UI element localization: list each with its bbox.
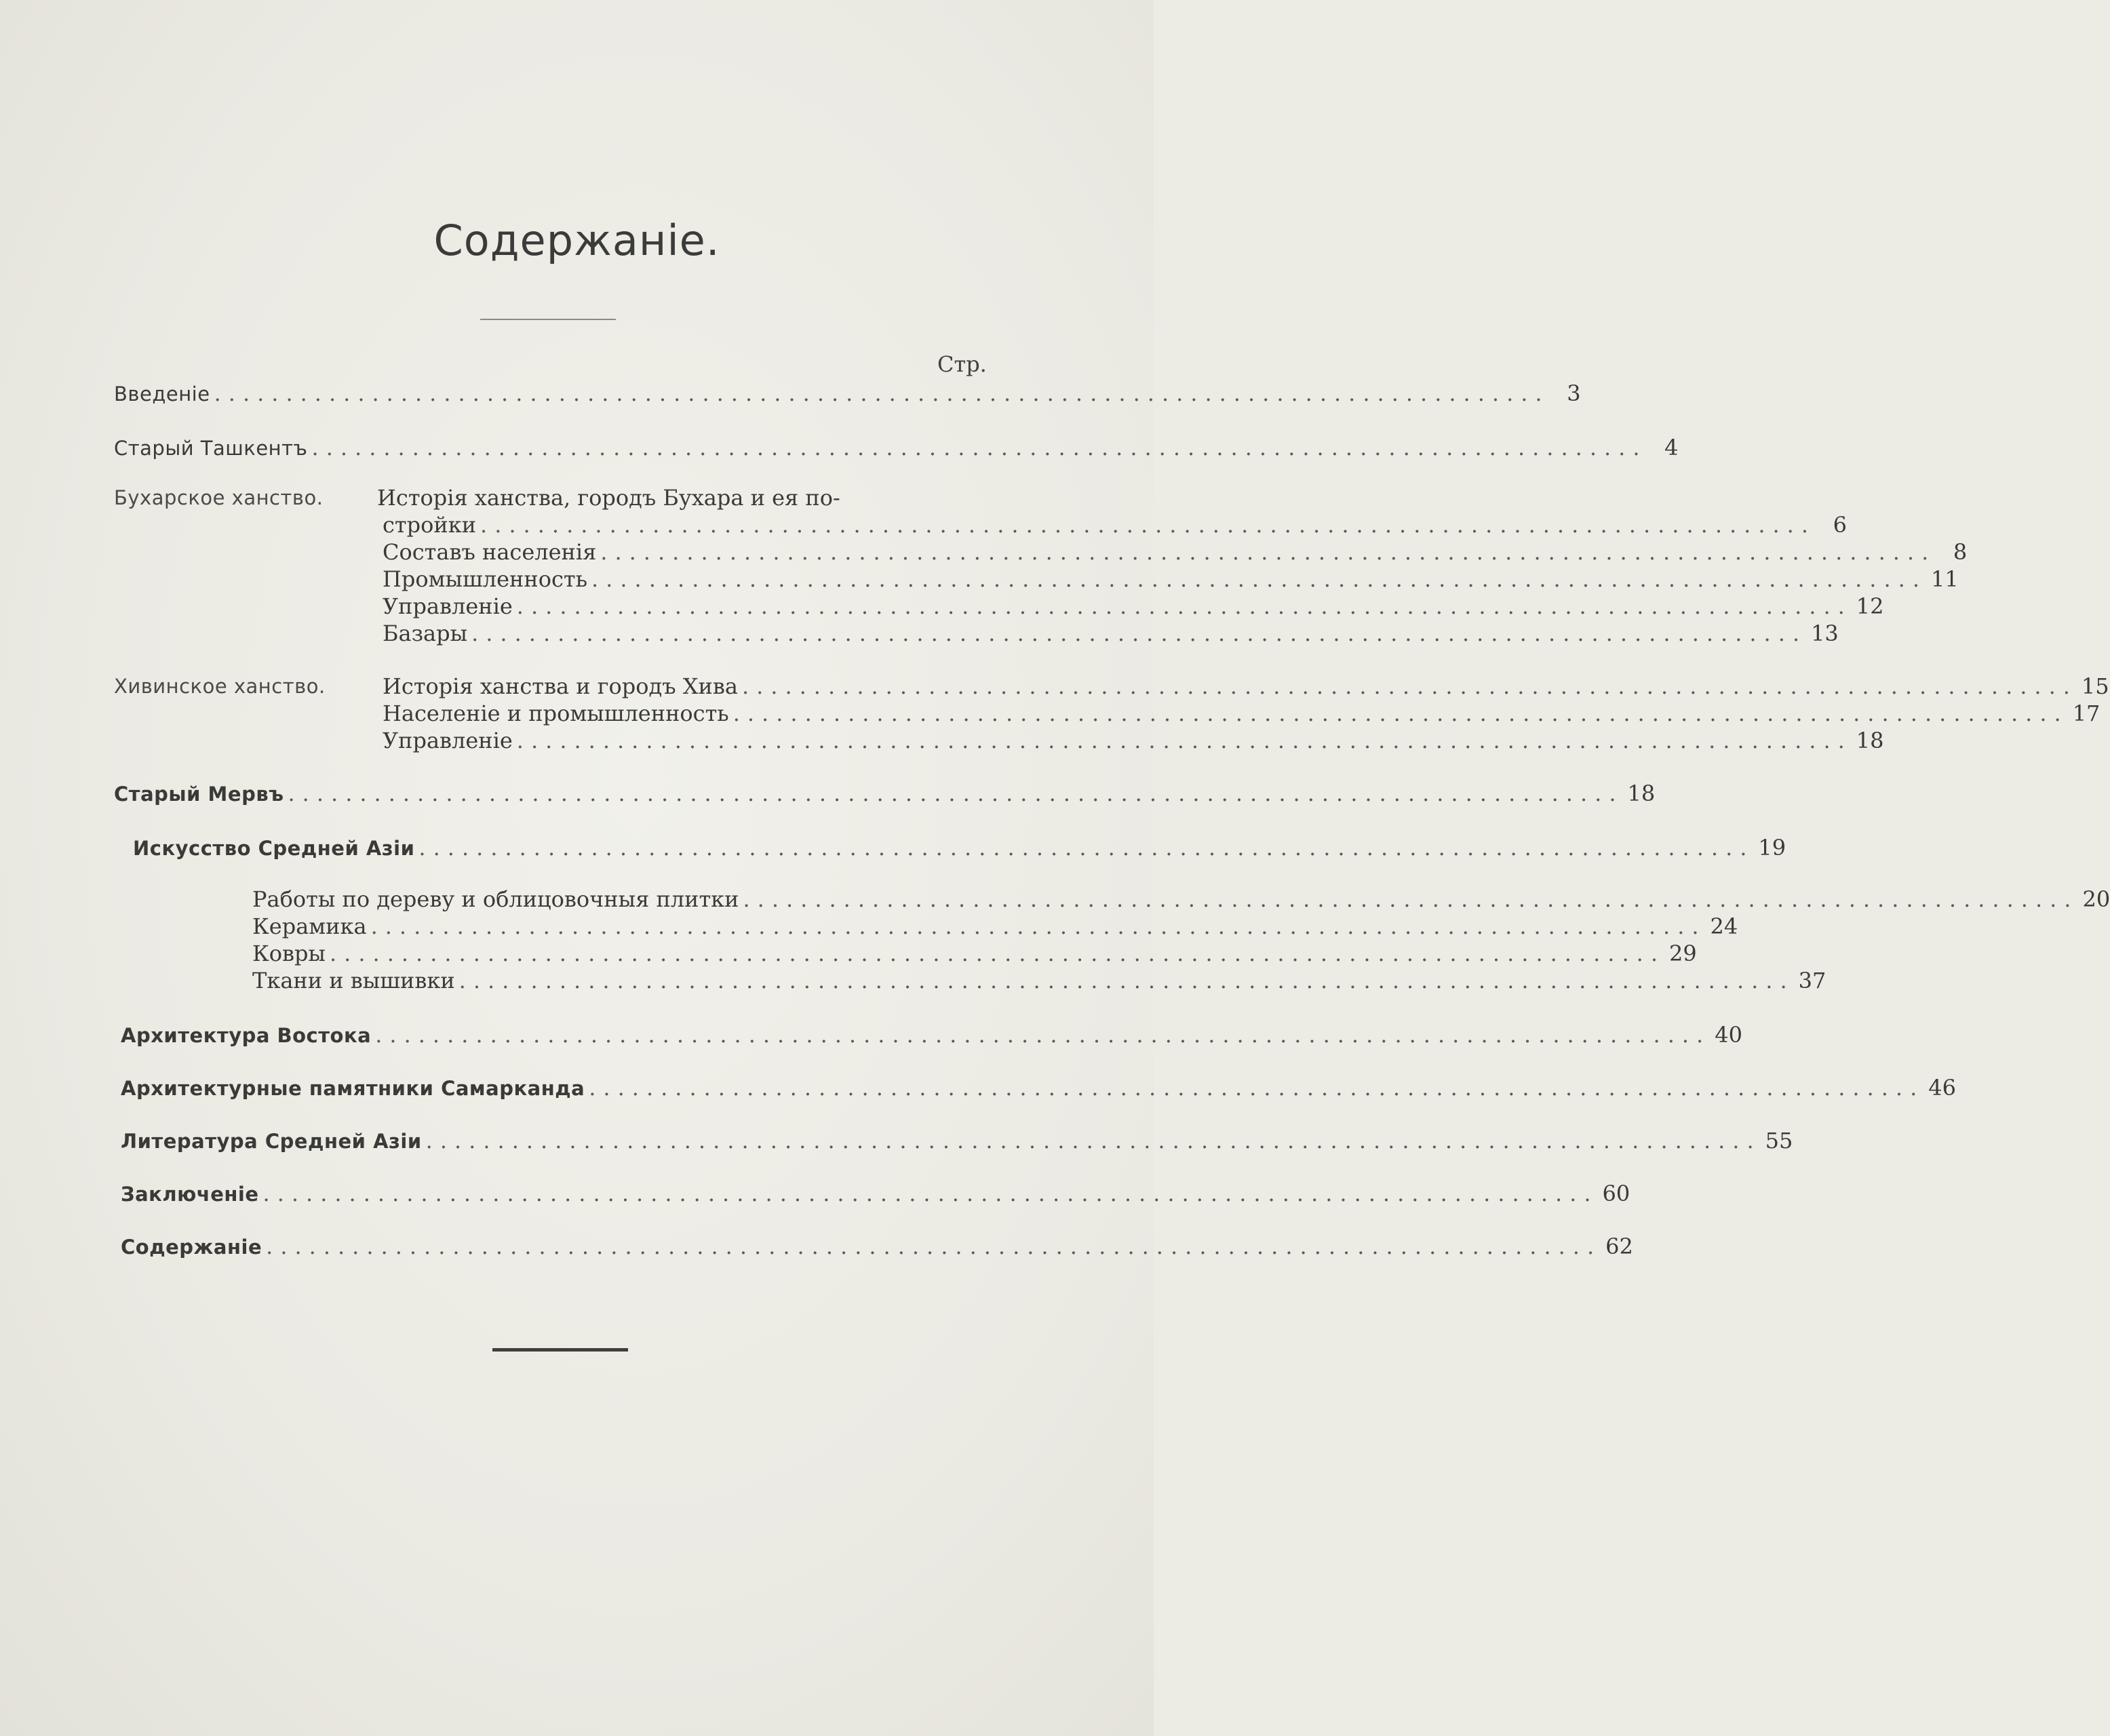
toc-entry-label: Базары bbox=[383, 620, 468, 646]
toc-entry-vvedenie[interactable] bbox=[114, 380, 1581, 408]
leader-dots: ............................................................................................. bbox=[266, 1234, 1602, 1259]
leader-dots: ............................................................................................. bbox=[732, 701, 2069, 726]
toc-page-number: 8 bbox=[1953, 539, 1968, 565]
toc-page-number: 6 bbox=[1833, 512, 1848, 538]
toc-page-number: 12 bbox=[1856, 593, 1884, 619]
toc-entry-keramika[interactable] bbox=[252, 913, 1738, 940]
toc-entry-tkani[interactable] bbox=[252, 967, 1826, 994]
toc-entry-bukhara-bazary[interactable] bbox=[383, 620, 1839, 647]
toc-page-number: 29 bbox=[1668, 941, 1697, 966]
toc-entry-literatura[interactable] bbox=[121, 1127, 1793, 1155]
toc-entry-arkh-samarkand[interactable] bbox=[121, 1074, 1956, 1102]
toc-entry-label: Старый Мервъ bbox=[114, 783, 284, 806]
leader-dots: ............................................................................................. bbox=[458, 968, 1795, 993]
leader-dots: ............................................................................................. bbox=[330, 941, 1665, 966]
toc-entry-label: Содержаніе bbox=[121, 1236, 262, 1259]
toc-entry-zaklyuchenie[interactable] bbox=[121, 1180, 1630, 1208]
toc-entry-bukhara-postroiki[interactable] bbox=[383, 511, 1848, 538]
toc-entry-label: Населеніе и промышленность bbox=[383, 701, 729, 726]
toc-page-number: 24 bbox=[1710, 913, 1738, 939]
toc-page-number: 62 bbox=[1605, 1234, 1633, 1259]
toc-entry-label: Архитектура Востока bbox=[121, 1024, 372, 1047]
toc-entry-label: Работы по дереву и облицовочныя плитки bbox=[252, 886, 739, 912]
toc-entry-label: стройки bbox=[383, 512, 477, 538]
toc-entry-khiva-upravlenie[interactable] bbox=[383, 727, 1884, 754]
toc-entry-label: Старый Ташкентъ bbox=[114, 437, 308, 460]
leader-dots: ............................................................................................. bbox=[591, 566, 1927, 592]
leader-dots: ............................................................................................. bbox=[214, 380, 1550, 406]
toc-page-number: 19 bbox=[1758, 835, 1786, 861]
toc-page-number: 18 bbox=[1627, 781, 1656, 806]
leader-dots: ............................................................................................. bbox=[288, 781, 1624, 806]
toc-page-number: 13 bbox=[1811, 620, 1839, 646]
leader-dots: ............................................................................................. bbox=[741, 673, 2077, 699]
leader-dots: ............................................................................................. bbox=[589, 1075, 1925, 1101]
closing-rule bbox=[492, 1348, 628, 1352]
leader-dots: ............................................................................................. bbox=[471, 620, 1808, 646]
leader-dots: ............................................................................................. bbox=[516, 593, 1852, 619]
toc-entry-label: Управленіе bbox=[383, 593, 513, 619]
toc-entry-label: Керамика bbox=[252, 913, 367, 939]
leader-dots: ............................................................................................. bbox=[262, 1181, 1599, 1206]
toc-entry-label: Исторія ханства и городъ Хива bbox=[383, 673, 738, 699]
toc-page-number: 37 bbox=[1798, 968, 1826, 993]
toc-entry-label: Архитектурные памятники Самарканда bbox=[121, 1077, 585, 1100]
toc-page-number: 11 bbox=[1930, 566, 1959, 592]
toc-entry-label: Управленіе bbox=[383, 728, 513, 753]
leader-dots: ............................................................................................. bbox=[743, 886, 2079, 912]
toc-page-number: 40 bbox=[1715, 1022, 1742, 1048]
toc-entry-arkh-vostoka[interactable] bbox=[121, 1021, 1742, 1049]
toc-section-khiva: Хивинское ханство. bbox=[114, 675, 326, 698]
toc-entry-label: Ткани и вышивки bbox=[252, 968, 455, 993]
toc-page-number: 46 bbox=[1928, 1075, 1956, 1101]
toc-page-number: 15 bbox=[2081, 673, 2109, 699]
toc-entry-label: Промышленность bbox=[383, 566, 587, 592]
toc-entry-bukhara-first-line[interactable]: Исторія ханства, городъ Бухара и ея по- bbox=[377, 485, 840, 511]
toc-entry-label: Составъ населенія bbox=[383, 539, 597, 565]
page-title: Содержаніе. bbox=[433, 216, 720, 265]
toc-page-number: 55 bbox=[1765, 1128, 1793, 1153]
toc-entry-soderzhanie[interactable] bbox=[121, 1233, 1633, 1261]
toc-entry-bukhara-sostav[interactable] bbox=[383, 538, 1968, 566]
leader-dots: ............................................................................................. bbox=[375, 1022, 1711, 1048]
leader-dots: ............................................................................................. bbox=[600, 539, 1936, 565]
toc-section-bukhara: Бухарское ханство. bbox=[114, 486, 324, 509]
leader-dots: ............................................................................................. bbox=[311, 435, 1647, 460]
toc-entry-label: Заключеніе bbox=[121, 1183, 259, 1206]
page-column-label: Стр. bbox=[937, 351, 987, 377]
toc-page-number: 18 bbox=[1856, 728, 1884, 753]
toc-entry-tashkent[interactable] bbox=[114, 434, 1679, 462]
title-rule bbox=[480, 319, 616, 320]
leader-dots: ............................................................................................. bbox=[516, 728, 1852, 753]
toc-entry-label: Введеніе bbox=[114, 382, 210, 406]
toc-entry-merv[interactable] bbox=[114, 780, 1656, 808]
toc-page-number: 17 bbox=[2072, 701, 2101, 726]
toc-page-number: 4 bbox=[1664, 435, 1679, 460]
toc-entry-khiva-istoriya[interactable] bbox=[383, 673, 2109, 700]
toc-entry-label: Литература Средней Азіи bbox=[121, 1130, 422, 1153]
toc-page-number: 3 bbox=[1567, 380, 1581, 406]
leader-dots: ............................................................................................. bbox=[370, 913, 1706, 939]
toc-entry-bukhara-upravlenie[interactable] bbox=[383, 593, 1884, 620]
leader-dots: ............................................................................................. bbox=[418, 835, 1755, 861]
toc-entry-bukhara-promyshlennost[interactable] bbox=[383, 566, 1959, 593]
leader-dots: ............................................................................................. bbox=[480, 512, 1816, 538]
toc-page-number: 60 bbox=[1602, 1181, 1630, 1206]
toc-page-number: 20 bbox=[2082, 886, 2110, 912]
toc-entry-label: Искусство Средней Азіи bbox=[133, 837, 415, 860]
toc-entry-kovry[interactable] bbox=[252, 940, 1697, 967]
toc-entry-raboty-po-derevu[interactable] bbox=[252, 886, 2110, 913]
leader-dots: ............................................................................................. bbox=[425, 1128, 1761, 1153]
toc-entry-iskusstvo[interactable] bbox=[133, 834, 1786, 862]
toc-entry-label: Ковры bbox=[252, 941, 326, 966]
toc-entry-khiva-naselenie[interactable] bbox=[383, 700, 2101, 727]
